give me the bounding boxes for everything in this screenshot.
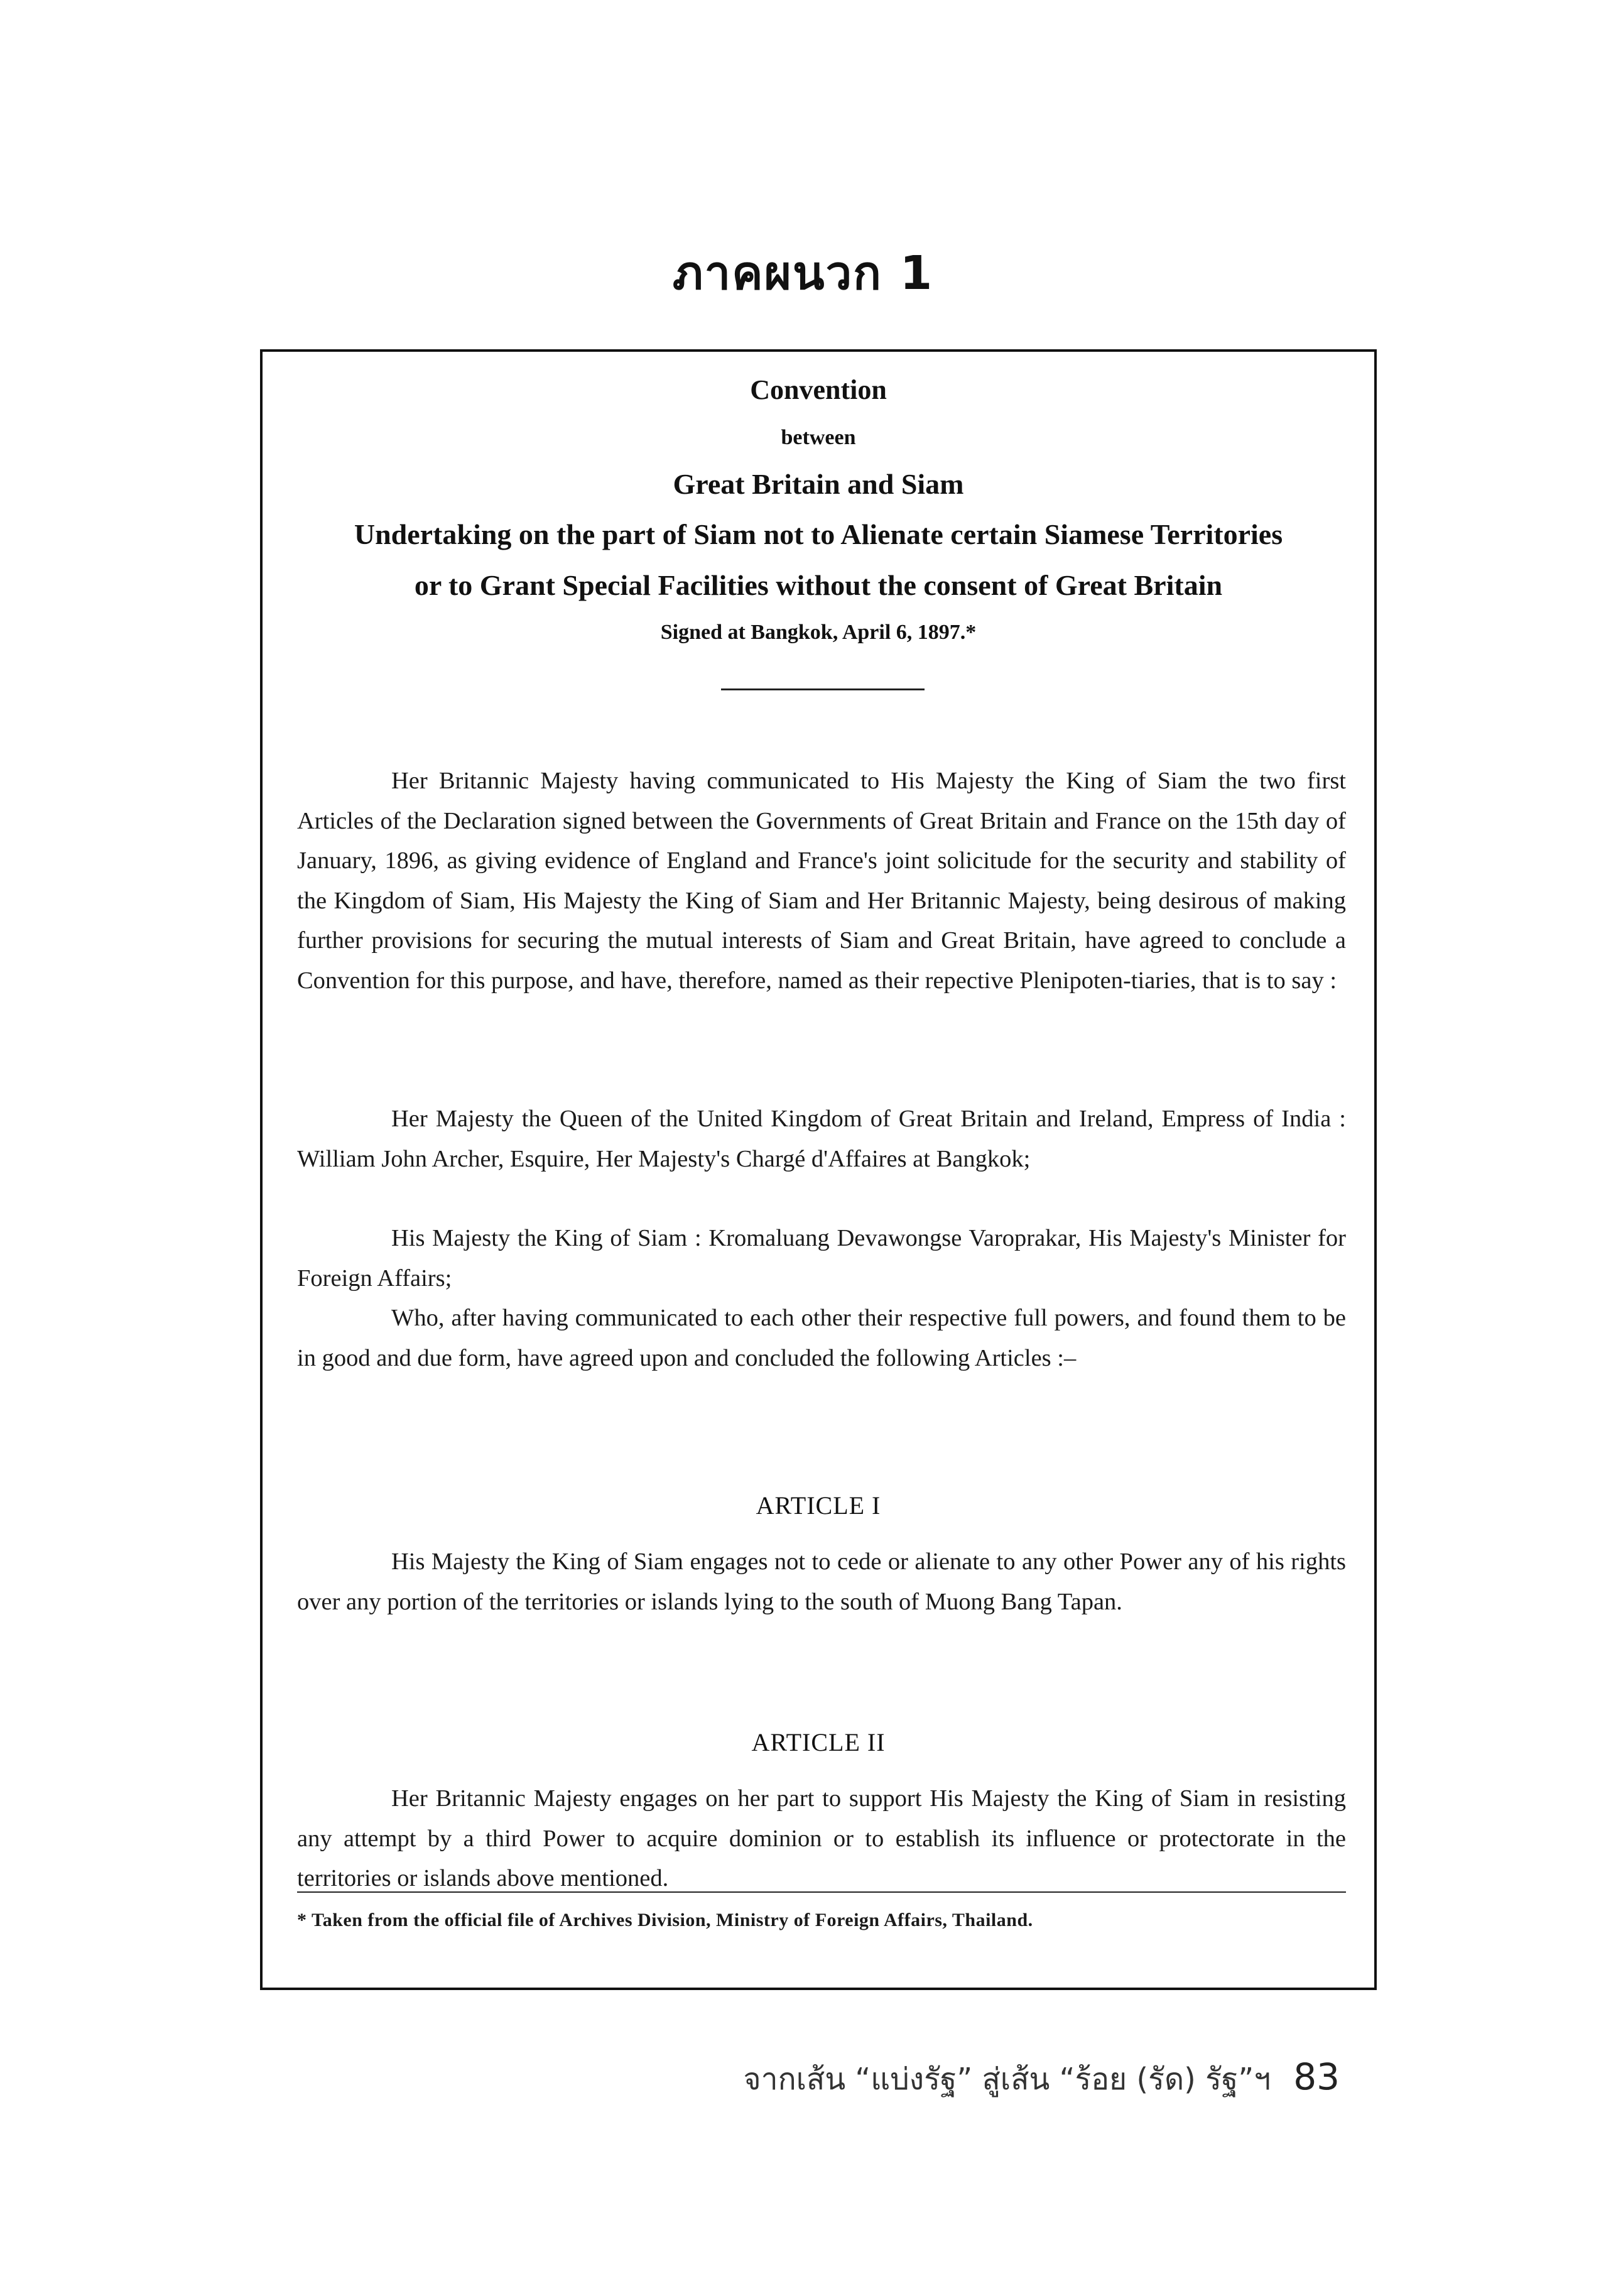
between-label: between [781, 426, 856, 449]
parties-heading: Great Britain and Siam [673, 468, 964, 500]
article-2-heading: ARTICLE II [751, 1728, 886, 1756]
footnote-divider [297, 1891, 1346, 1893]
preamble-paragraph: Her Britannic Majesty having communicated to His Majesty the King of Siam the two first Articles of the Declaration signed between the Governments of Great Britain and France on the 15th day of January, 1896, as giving evidence of England and France's joint solicitude for the security and stability of the Kingdom of Siam, His Majesty the King of Siam and Her Britannic Majesty, being desirous of making further provisions for securing the mutual interests of Siam and Great Britain, have agreed to conclude a Convention for this purpose, and have, therefore, named as their repective Plenipoten-tiaries, that is to say : [297, 768, 1346, 994]
running-title: จากเส้น “แบ่งรัฐ” สู่เส้น “ร้อย (รัด) รัฐ”ฯ [743, 2062, 1271, 2097]
convention-heading: Convention [750, 374, 887, 405]
plenipotentiary-siam-paragraph: His Majesty the King of Siam : Kromaluang Devawongse Varoprakar, His Majesty's Minister for Foreign Affairs; [297, 1225, 1346, 1292]
appendix-title: ภาคผนวก 1 [672, 246, 934, 300]
footnote: * Taken from the official file of Archives Division, Ministry of Foreign Affairs, Thailand. [297, 1910, 1033, 1930]
heading-divider [721, 688, 925, 690]
article-2-text: Her Britannic Majesty engages on her part to support His Majesty the King of Siam in resisting any attempt by a third Power to acquire dominion or to establish its influence or protectorate in the territories or islands above mentioned. [297, 1785, 1346, 1891]
page-footer [743, 2055, 1340, 2103]
article-1-text: His Majesty the King of Siam engages not to cede or alienate to any other Power any of his rights over any portion of the territories or islands lying to the south of Muong Bang Tapan. [297, 1548, 1346, 1615]
subtitle-line-2: or to Grant Special Facilities without the consent of Great Britain [414, 569, 1223, 601]
agreement-paragraph: Who, after having communicated to each other their respective full powers, and found them to be in good and due form, have agreed upon and concluded the following Articles :– [297, 1305, 1346, 1371]
treaty-frame [260, 349, 1377, 1990]
article-1-heading: ARTICLE I [756, 1491, 881, 1520]
subtitle-line-1: Undertaking on the part of Siam not to Alienate certain Siamese Territories [354, 518, 1283, 550]
page-number: 83 [1293, 2055, 1340, 2098]
signed-date: Signed at Bangkok, April 6, 1897.* [660, 621, 977, 644]
plenipotentiary-britain-paragraph: Her Majesty the Queen of the United Kingdom of Great Britain and Ireland, Empress of India : William John Archer, Esquire, Her Majesty's Chargé d'Affaires at Bangkok; [297, 1106, 1346, 1172]
